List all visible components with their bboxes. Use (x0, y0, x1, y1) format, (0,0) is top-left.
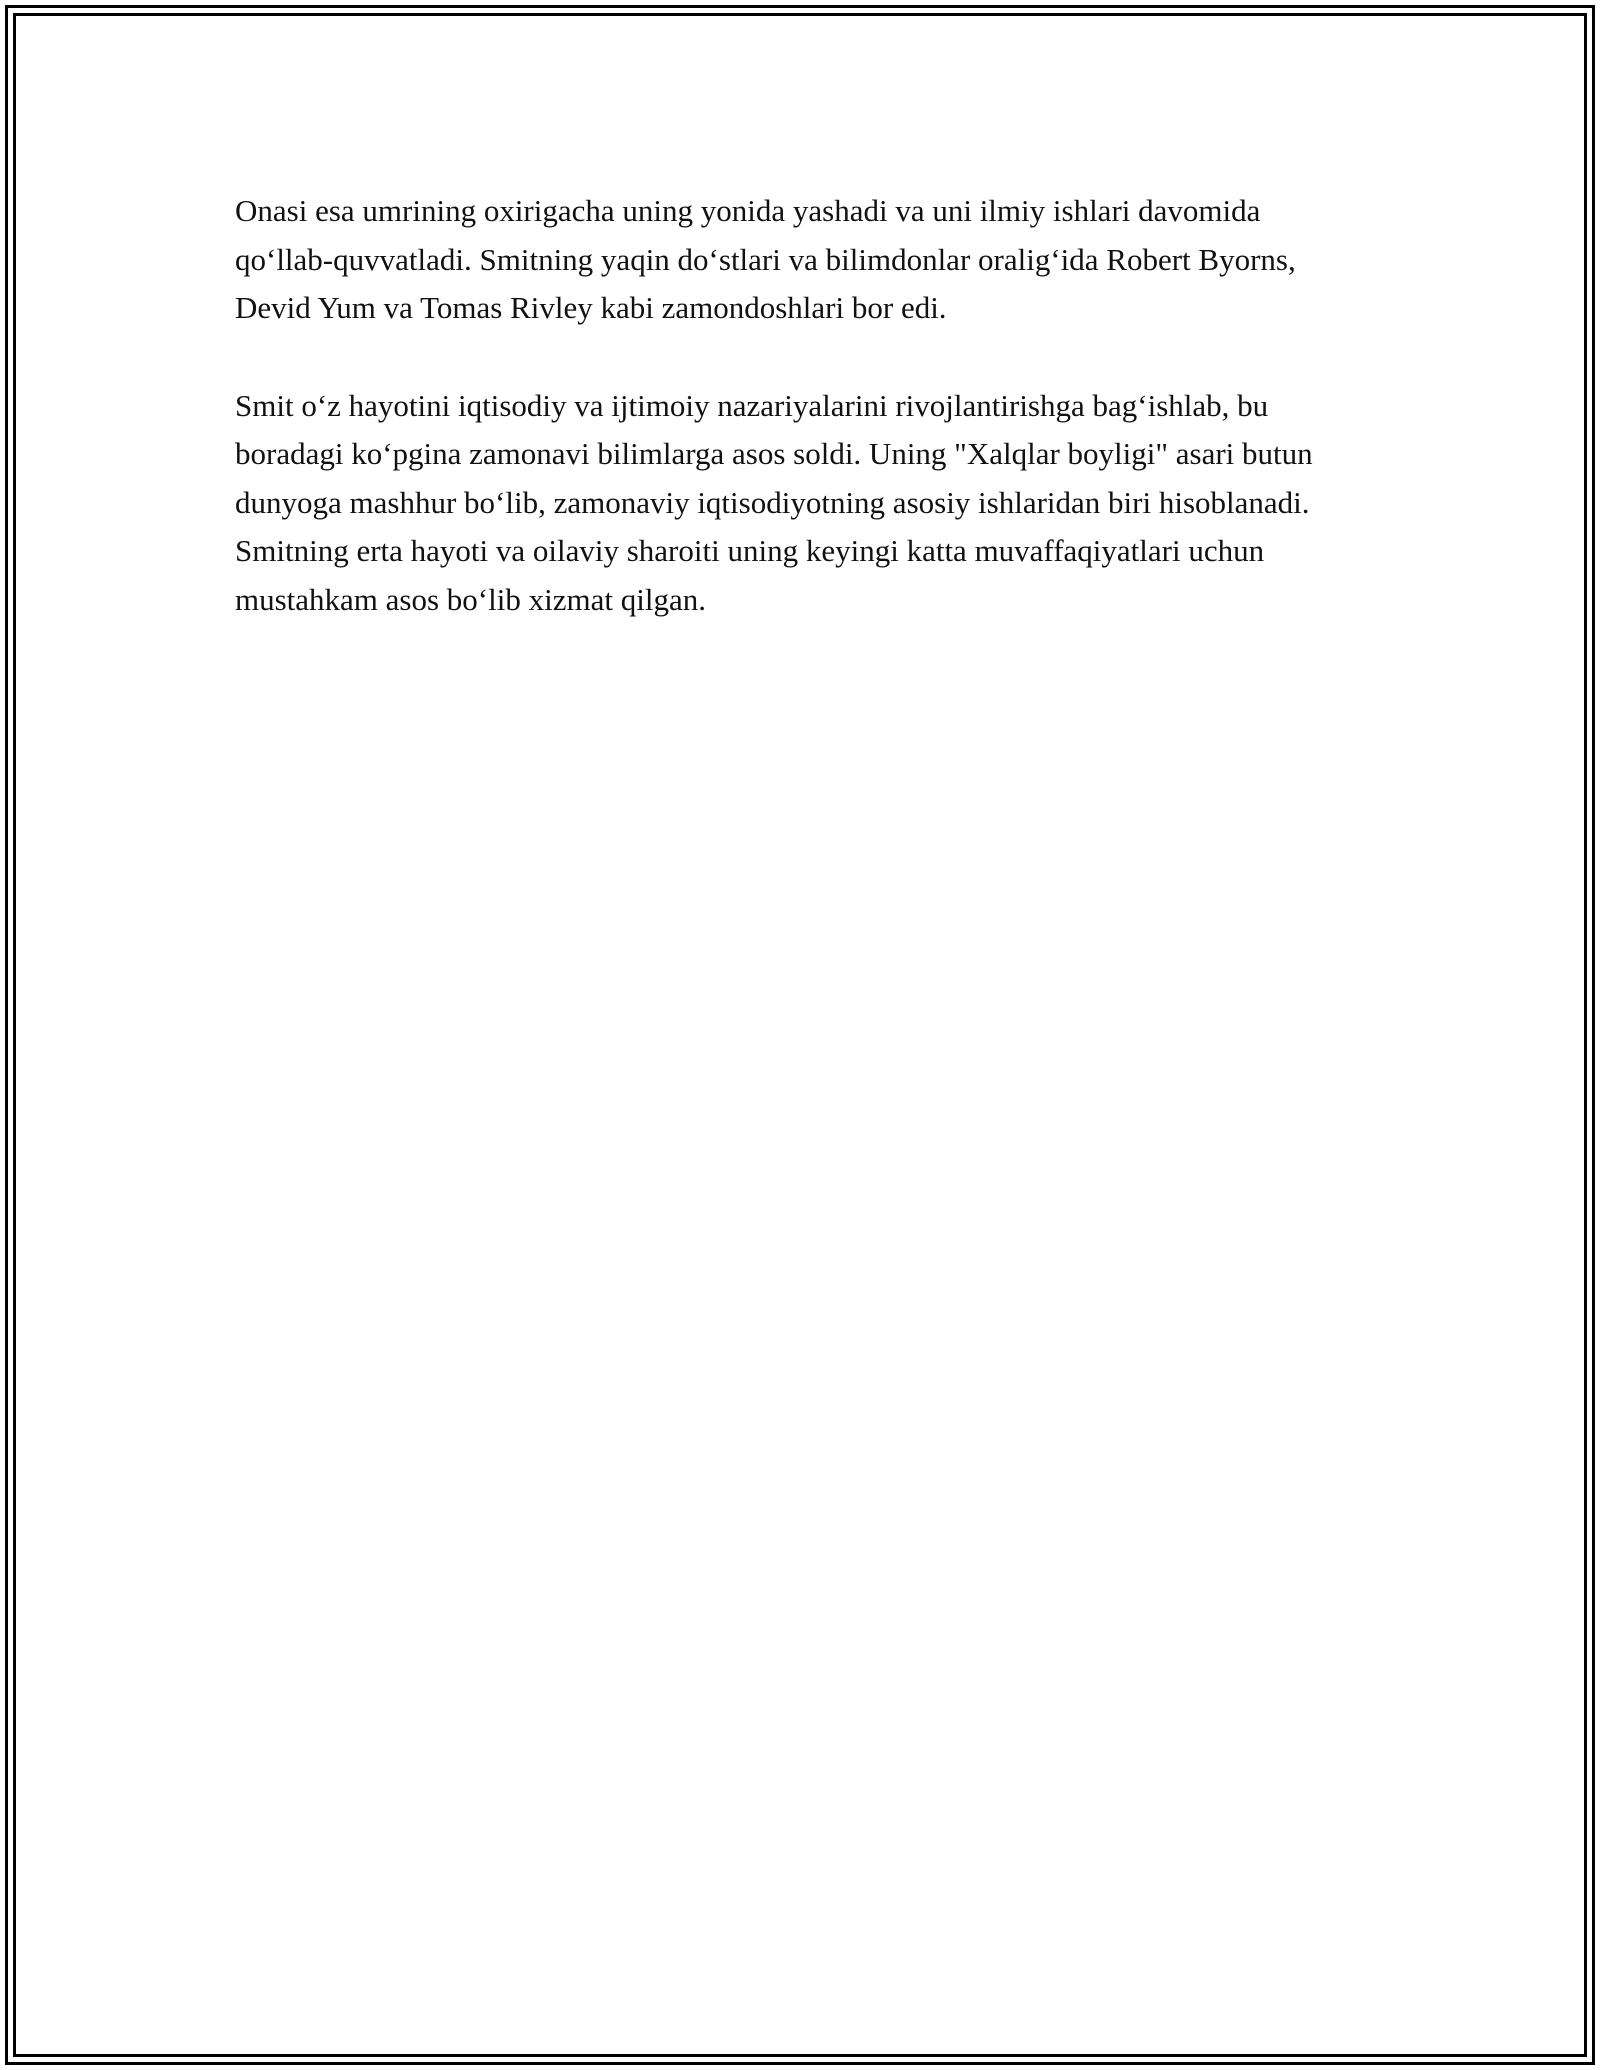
paragraph-1: Onasi esa umrining oxirigacha uning yonida yashadi va uni ilmiy ishlari davomida qo‘llab-quvvatladi. Smitning yaqin do‘stlari va bilimdonlar oralig‘ida Robert Byorns, Devid Yum va Tomas Rivley kabi zamondoshlari bor edi. (235, 193, 1296, 325)
paragraph-2: Smit o‘z hayotini iqtisodiy va ijtimoiy nazariyalarini rivojlantirishga bag‘ishlab, bu boradagi ko‘pgina zamonavi bilimlarga asos soldi. Uning "Xalqlar boyligi" asari butun dunyoga mashhur bo‘lib, zamonaviy iqtisodiyotning asosiy ishlaridan biri hisoblanadi. Smitning erta hayoti va oilaviy sharoiti uning keyingi katta muvaffaqiyatlari uchun mustahkam asos bo‘lib xizmat qilgan. (235, 387, 1313, 617)
document-body (235, 187, 1365, 673)
